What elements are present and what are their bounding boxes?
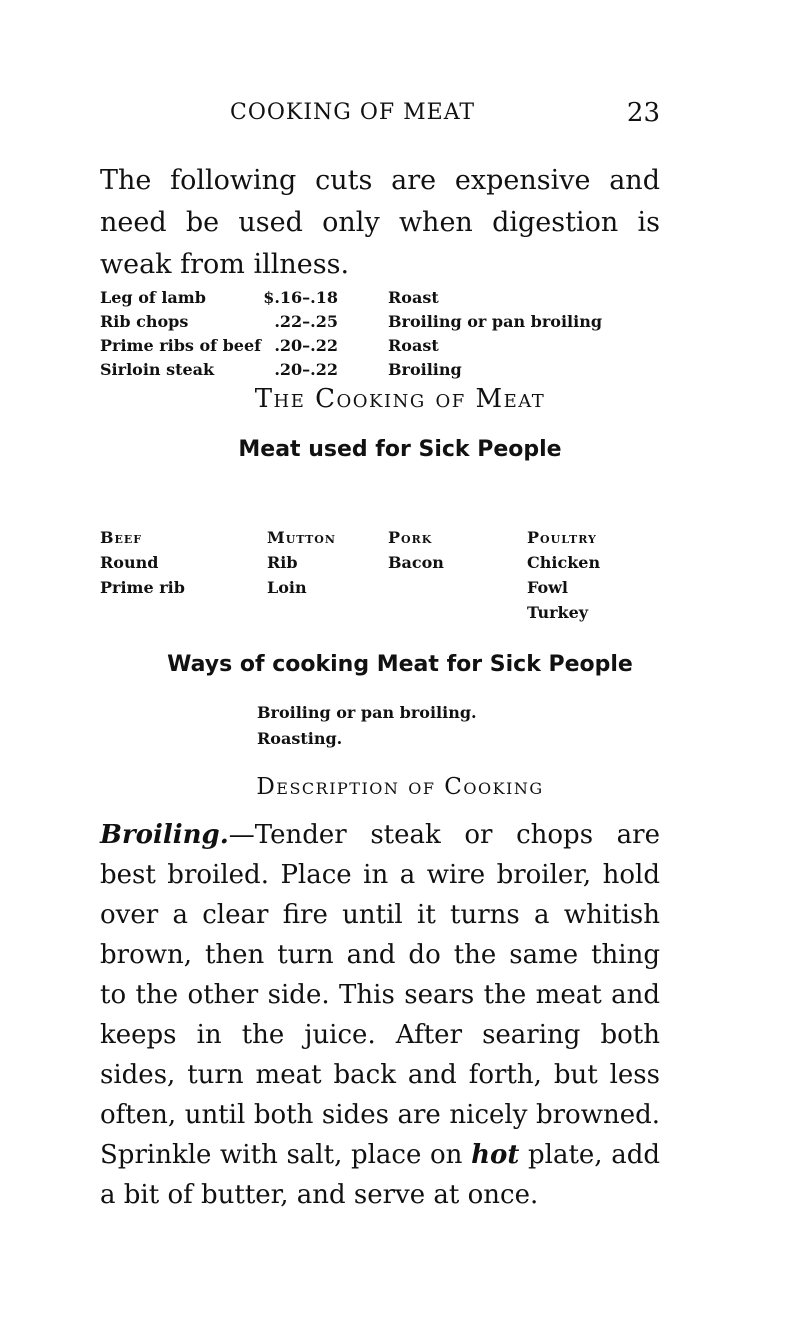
broiling-lead: Broiling. xyxy=(100,820,229,850)
beef-column xyxy=(100,528,185,603)
broiling-text-part1: —Tender steak or chops are best broiled. Place in a wire broiler, hold over a clear fire until it turns a whitish brown, then turn and do the same thing to the other side. This sears the meat and keeps in the juice. After searing both sides, turn meat back and forth, but less often, until both sides are nicely browned. Sprinkle with salt, place on xyxy=(100,820,660,1170)
mutton-column xyxy=(267,528,336,603)
description-title: Description of Cooking xyxy=(256,774,544,800)
meat-item: Chicken xyxy=(527,553,601,572)
cut-method: Roast xyxy=(388,336,439,355)
page-number: 23 xyxy=(626,98,660,128)
expensive-cuts-table xyxy=(100,288,660,384)
cut-row xyxy=(100,336,660,360)
cut-name: Rib chops xyxy=(100,312,189,331)
sick-people-heading: Meat used for Sick People xyxy=(238,437,562,462)
section-title: The Cooking of Meat xyxy=(254,384,546,414)
cut-row xyxy=(100,288,660,312)
cut-name: Sirloin steak xyxy=(100,360,215,379)
meat-item: Bacon xyxy=(388,553,444,572)
cut-price: .22–.25 xyxy=(274,312,338,331)
ways-of-cooking-heading: Ways of cooking Meat for Sick People xyxy=(167,652,633,677)
cut-name: Leg of lamb xyxy=(100,288,206,307)
poultry-column xyxy=(527,528,600,628)
cut-price: .20–.22 xyxy=(274,360,338,379)
way-item: Broiling or pan broiling. xyxy=(257,703,477,722)
column-heading: Pork xyxy=(388,528,433,547)
meat-item: Prime rib xyxy=(100,578,185,597)
intro-paragraph: The following cuts are expensive and need be used only when digestion is weak from illness. xyxy=(100,165,660,280)
running-header xyxy=(230,100,660,140)
meat-item: Loin xyxy=(267,578,307,597)
cut-name: Prime ribs of beef xyxy=(100,336,262,355)
cut-method: Broiling or pan broiling xyxy=(388,312,603,331)
pork-column xyxy=(388,528,444,578)
meat-item: Rib xyxy=(267,553,298,572)
way-item: Roasting. xyxy=(257,729,343,748)
emphasis-hot: hot xyxy=(471,1140,520,1170)
cut-method: Roast xyxy=(388,288,439,307)
meat-item: Turkey xyxy=(527,603,589,622)
meat-item: Round xyxy=(100,553,159,572)
cut-price: .20–.22 xyxy=(274,336,338,355)
column-heading: Mutton xyxy=(267,528,336,547)
cut-row xyxy=(100,360,660,384)
ways-list xyxy=(257,700,477,752)
cut-price: $.16–.18 xyxy=(263,288,338,307)
broiling-paragraph xyxy=(100,815,660,1215)
broiling-text-part2: plate, add a bit of butter, and serve at once. xyxy=(100,1140,660,1210)
cut-row xyxy=(100,312,660,336)
running-title: COOKING OF MEAT xyxy=(230,100,476,125)
column-heading: Poultry xyxy=(527,528,597,547)
meat-item: Fowl xyxy=(527,578,569,597)
column-heading: Beef xyxy=(100,528,143,547)
cut-method: Broiling xyxy=(388,360,462,379)
